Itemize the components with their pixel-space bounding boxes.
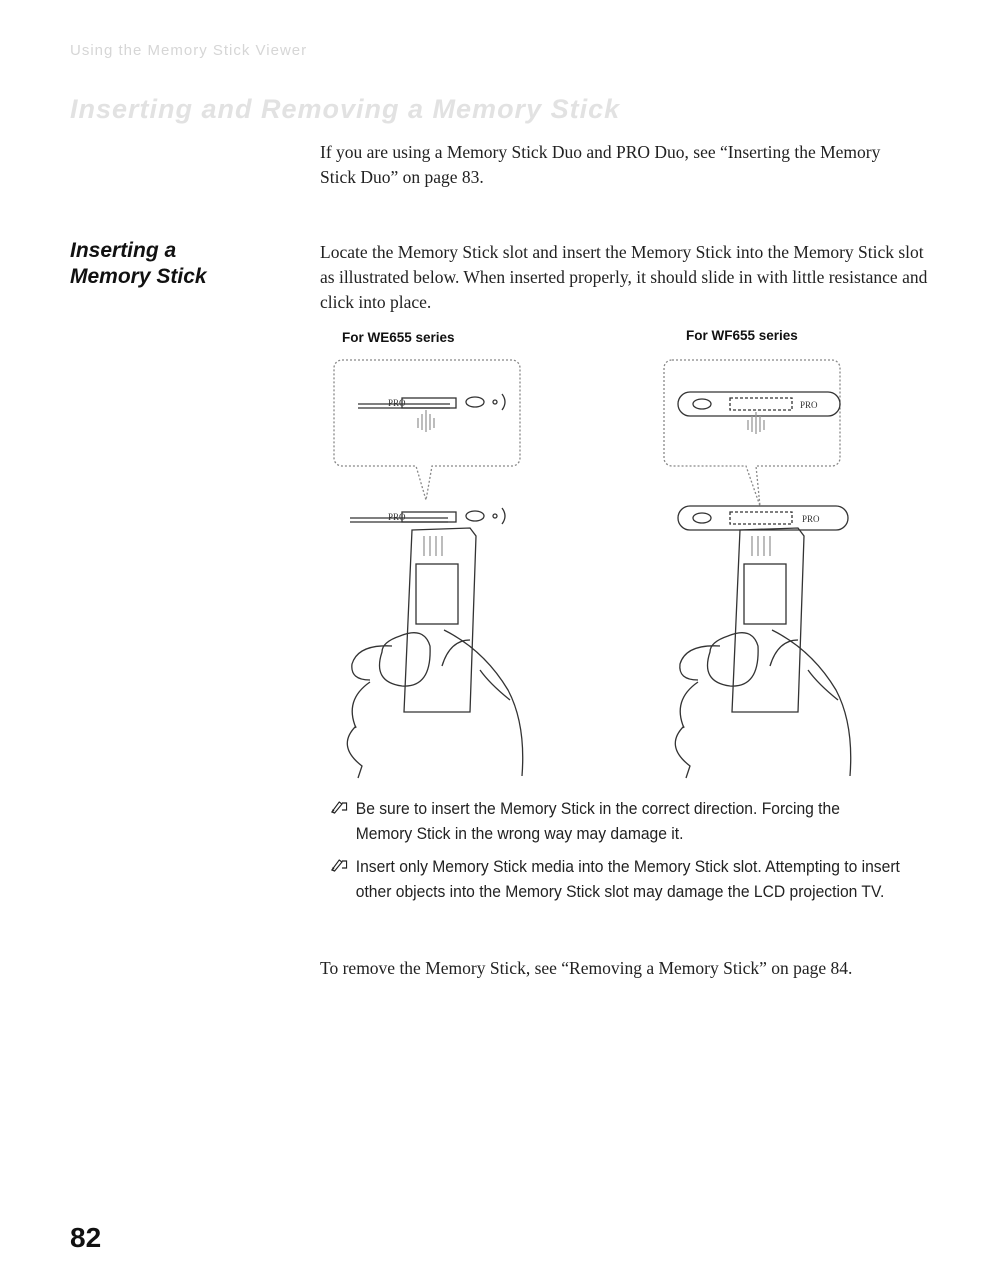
pencil-note-icon <box>330 856 350 872</box>
illustration-we655 <box>330 350 570 780</box>
note-item <box>330 796 900 846</box>
note-text: Be sure to insert the Memory Stick in the correct direction. Forcing the Memory Stick in the wrong way may damage it. <box>355 799 840 843</box>
note-item <box>330 854 900 904</box>
section-header: Using the Memory Stick Viewer <box>70 42 308 59</box>
slot-label-panel-we655: PRO <box>388 512 406 522</box>
section-heading-line1: Inserting a <box>70 239 177 262</box>
figure-caption-we655: For WE655 series <box>342 330 455 345</box>
figure-caption-wf655: For WF655 series <box>686 328 798 343</box>
section-heading-line2: Memory Stick <box>70 265 207 288</box>
slot-label-panel-wf655: PRO <box>802 514 820 524</box>
slot-label-bubble-we655: PRO <box>388 398 406 408</box>
pencil-note-icon <box>330 798 350 814</box>
page-number: 82 <box>70 1222 102 1253</box>
remove-paragraph: To remove the Memory Stick, see “Removing a Memory Stick” on page 84. <box>320 958 853 978</box>
locate-paragraph: Locate the Memory Stick slot and insert the Memory Stick into the Memory Stick slot as illustrated below. When inserted properly, it should slide in with little resistance and click into place. <box>320 242 928 312</box>
illustration-wf655 <box>660 350 900 780</box>
notes-list <box>330 796 950 912</box>
note-text: Insert only Memory Stick media into the Memory Stick slot. Attempting to insert other objects into the Memory Stick slot may damage the LCD projection TV. <box>355 857 900 901</box>
page-title: Inserting and Removing a Memory Stick <box>70 94 621 124</box>
intro-paragraph: If you are using a Memory Stick Duo and PRO Duo, see “Inserting the Memory Stick Duo” on page 83. <box>320 142 881 187</box>
slot-label-bubble-wf655: PRO <box>800 400 818 410</box>
section-heading <box>70 238 207 290</box>
